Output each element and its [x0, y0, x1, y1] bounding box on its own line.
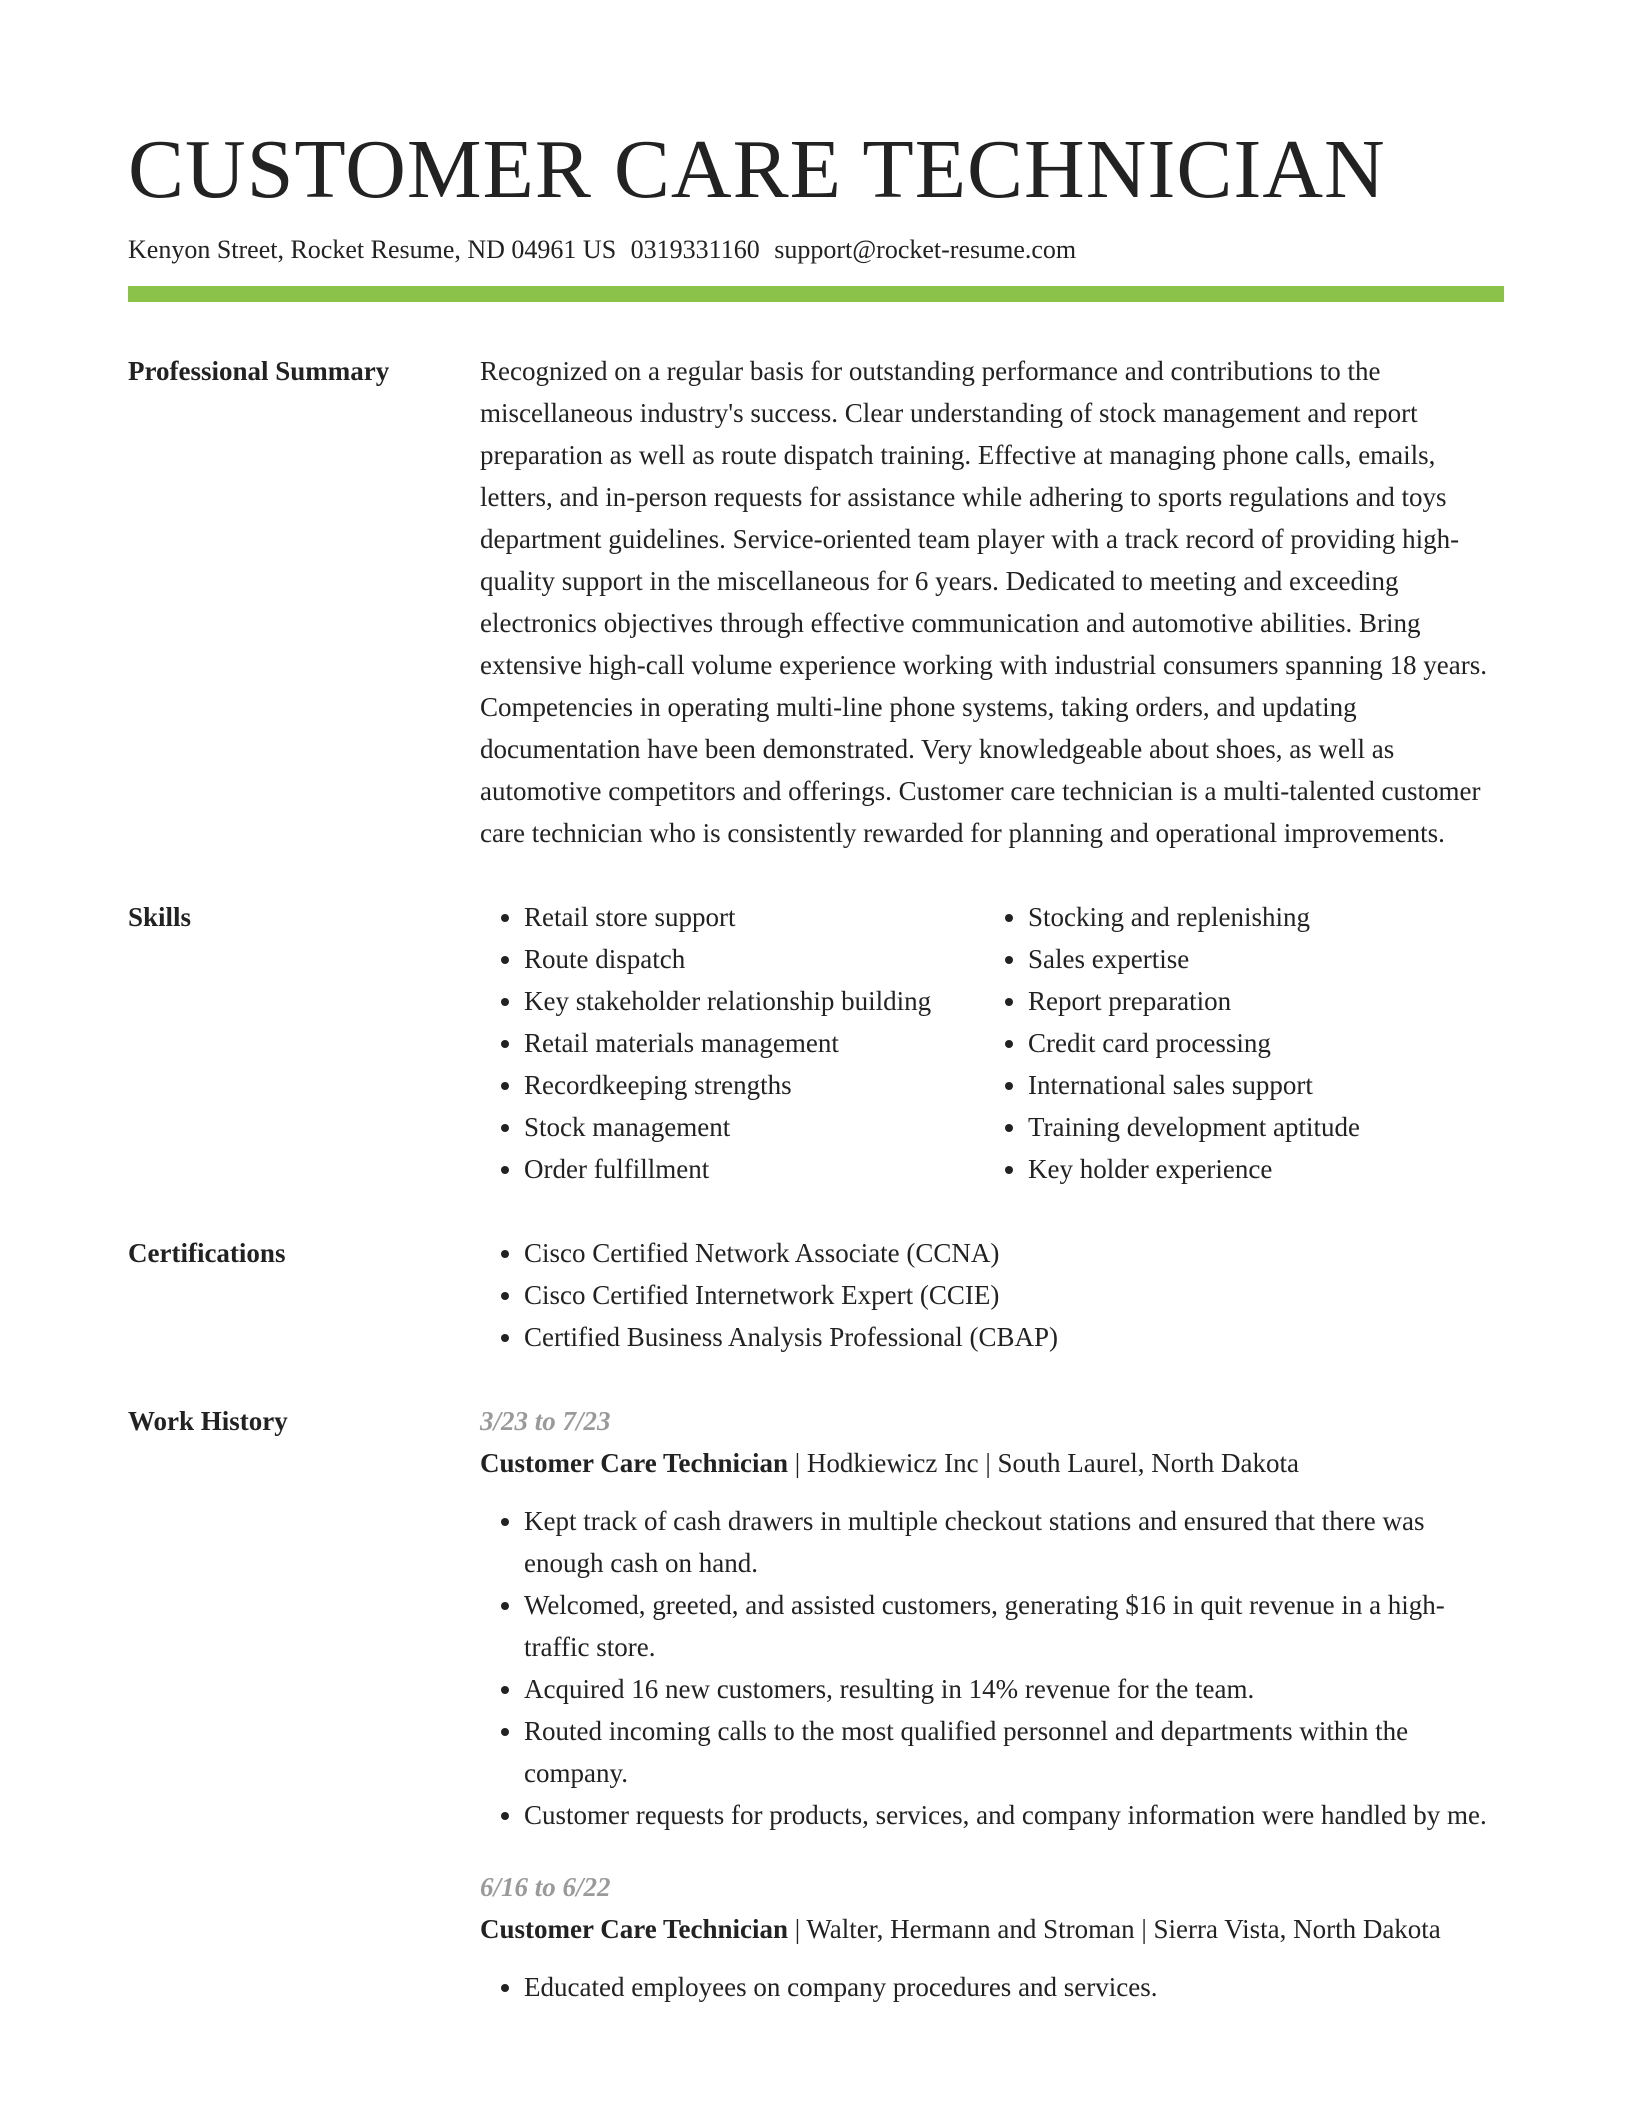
- certification-item: • Cisco Certified Internetwork Expert (CCIE): [524, 1274, 1504, 1316]
- certifications-section: [128, 1232, 1504, 1358]
- skill-item: • Report preparation: [1028, 980, 1360, 1022]
- skill-item: • Route dispatch: [524, 938, 984, 980]
- skill-item: • Retail materials management: [524, 1022, 984, 1064]
- job-details: | Walter, Hermann and Stroman | Sierra Vista, North Dakota: [788, 1914, 1441, 1944]
- skill-item: • Sales expertise: [1028, 938, 1360, 980]
- job-entry: [480, 1400, 1504, 1836]
- contact-address: Kenyon Street, Rocket Resume, ND 04961 US: [128, 235, 617, 264]
- resume-name: CUSTOMER CARE TECHNICIAN: [128, 123, 1386, 216]
- job-dates: 6/16 to 6/22: [480, 1872, 611, 1902]
- certifications-list: [480, 1232, 1504, 1358]
- job-dates: 3/23 to 7/23: [480, 1406, 611, 1436]
- summary-section: [128, 350, 1504, 854]
- job-bullets: [480, 1500, 1504, 1836]
- header-divider: [128, 286, 1504, 302]
- summary-heading: Professional Summary: [128, 356, 390, 386]
- job-bullet: • Routed incoming calls to the most qualified personnel and departments within the company.: [524, 1710, 1504, 1794]
- skills-section: [128, 896, 1504, 1190]
- skill-item: • Stock management: [524, 1106, 984, 1148]
- job-bullet: • Welcomed, greeted, and assisted customers, generating $16 in quit revenue in a high-traffic store.: [524, 1584, 1504, 1668]
- job-bullets: [480, 1966, 1504, 2008]
- job-title: Customer Care Technician: [480, 1448, 789, 1478]
- skills-heading: Skills: [128, 902, 192, 932]
- summary-text: Recognized on a regular basis for outstanding performance and contributions to the miscellaneous industry's success. Clear understanding of stock management and report preparation as well as route dispatch training. Effective at managing phone calls, emails, letters, and in-person requests for assistance while adhering to sports regulations and toys department guidelines. Service-oriented team player with a track record of providing high-quality support in the miscellaneous for 6 years. Dedicated to meeting and exceeding electronics objectives through effective communication and automotive abilities. Bring extensive high-call volume experience working with industrial consumers spanning 18 years. Competencies in operating multi-line phone systems, taking orders, and updating documentation have been demonstrated. Very knowledgeable about shoes, as well as automotive competitors and offerings. Customer care technician is a multi-talented customer care technician who is consistently rewarded for planning and operational improvements.: [480, 356, 1487, 848]
- job-bullet: • Acquired 16 new customers, resulting in 14% revenue for the team.: [524, 1668, 1504, 1710]
- job-bullet: • Educated employees on company procedures and services.: [524, 1966, 1504, 2008]
- skills-list-right: [984, 896, 1360, 1190]
- job-title: Customer Care Technician: [480, 1914, 789, 1944]
- skills-list-left: [480, 896, 984, 1190]
- skill-item: • Training development aptitude: [1028, 1106, 1360, 1148]
- job-bullet: • Kept track of cash drawers in multiple checkout stations and ensured that there was enough cash on hand.: [524, 1500, 1504, 1584]
- work-history-heading: Work History: [128, 1406, 288, 1436]
- skill-item: • International sales support: [1028, 1064, 1360, 1106]
- skill-item: • Credit card processing: [1028, 1022, 1360, 1064]
- job-bullet: • Customer requests for products, services, and company information were handled by me.: [524, 1794, 1504, 1836]
- skill-item: • Retail store support: [524, 896, 984, 938]
- certifications-heading: Certifications: [128, 1238, 286, 1268]
- resume-page: [128, 120, 1504, 2038]
- skill-item: • Recordkeeping strengths: [524, 1064, 984, 1106]
- work-history-section: [128, 1400, 1504, 2038]
- contact-phone: 0319331160: [630, 235, 760, 264]
- job-details: | Hodkiewicz Inc | South Laurel, North Dakota: [788, 1448, 1299, 1478]
- certification-item: • Certified Business Analysis Professional (CBAP): [524, 1316, 1504, 1358]
- job-header: [480, 1908, 1504, 1950]
- skill-item: • Order fulfillment: [524, 1148, 984, 1190]
- job-entry: [480, 1866, 1504, 2008]
- certification-item: • Cisco Certified Network Associate (CCNA): [524, 1232, 1504, 1274]
- contact-line: [128, 232, 1504, 268]
- job-header: [480, 1442, 1504, 1484]
- skill-item: • Key holder experience: [1028, 1148, 1360, 1190]
- skill-item: • Key stakeholder relationship building: [524, 980, 984, 1022]
- skill-item: • Stocking and replenishing: [1028, 896, 1360, 938]
- contact-email[interactable]: support@rocket-resume.com: [774, 235, 1077, 264]
